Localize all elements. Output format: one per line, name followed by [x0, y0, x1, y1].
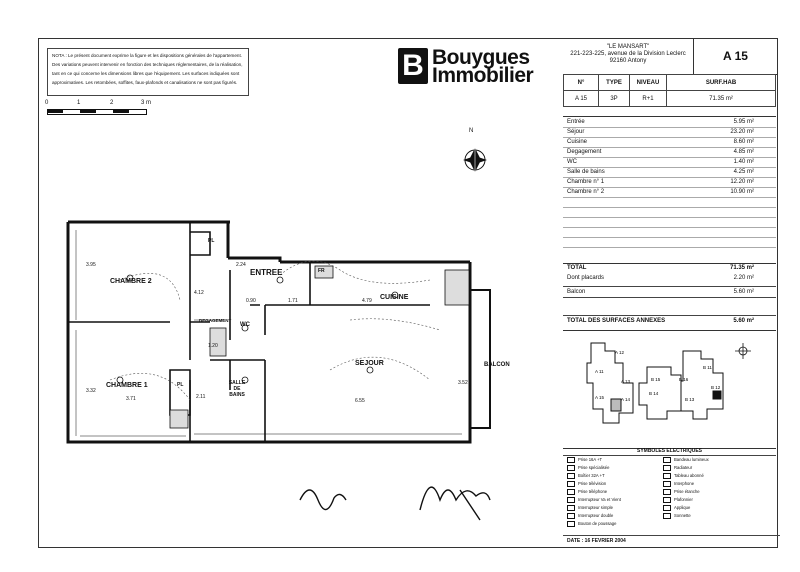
- signatures: [290, 470, 530, 530]
- legend-label: Plafonnier: [674, 497, 693, 503]
- room-area: 8.60 m²: [733, 139, 754, 145]
- legend-label: Interphone: [674, 481, 695, 487]
- dimension: 2.11: [196, 394, 206, 400]
- legend-title: SYMBOLES ELECTRIQUES: [563, 447, 776, 456]
- room-area: 10.90 m²: [730, 189, 754, 195]
- legend-label: Interrupteur simple: [578, 505, 613, 511]
- balcon-row: [563, 286, 776, 298]
- keyplan-label: B 12: [711, 385, 721, 390]
- room-name: Salle de bains: [567, 169, 605, 175]
- legend-label: Radiateur: [674, 465, 693, 471]
- balcon-label: Balcon: [567, 289, 586, 295]
- keyplan-label: B 11: [703, 365, 712, 370]
- legend-item: [567, 465, 609, 471]
- keyplan-label: B 13: [685, 397, 695, 402]
- dimension: 3.71: [126, 396, 136, 402]
- room-label-cuisine: CUISINE: [380, 294, 409, 301]
- key-plan-drawing: [563, 331, 776, 448]
- keyplan-label: B 15: [651, 377, 661, 382]
- total-label: TOTAL: [567, 265, 587, 271]
- legend-item: [663, 473, 704, 479]
- legend-label: Bouton de poussage: [578, 521, 617, 527]
- room-name: Degagement: [567, 149, 602, 155]
- room-areas-table: [563, 116, 776, 264]
- room-label-placard: PL: [177, 382, 184, 388]
- legend-label: Prise télévision: [578, 481, 607, 487]
- room-name: Chambre n° 2: [567, 189, 605, 195]
- header-level: NIVEAU: [630, 75, 667, 91]
- room-label-degagement: DEGAGEMENT: [199, 318, 232, 323]
- scale-tick-2: 2: [110, 100, 114, 106]
- header-surf: SURF.HAB: [667, 75, 776, 91]
- legend-item: [663, 513, 691, 519]
- disclaimer-note: NOTA : Le présent document exprime la figure et les dispositions générales de l'appartement. Des variations peuvent intervenir en fonction des techniques réglementaires, de la réalisation, tant en ce qui concerne les dimensions libres que l'équipement. Les surfaces indiquées sont approximatives. Les retombées, soffites, faux-plafonds et canalisations ne sont pas figurés.: [47, 48, 249, 96]
- room-label-chambre-1: CHAMBRE 1: [106, 382, 148, 389]
- keyplan-label: A 14: [621, 397, 631, 402]
- keyplan-label: A 13: [621, 379, 631, 384]
- legend-item: [567, 513, 613, 519]
- key-plan: [563, 330, 776, 449]
- dimension: 3.32: [86, 388, 96, 394]
- keyplan-label: A 11: [595, 369, 604, 374]
- placards-row: [563, 273, 776, 283]
- value-surf: 71.35 m²: [667, 91, 776, 107]
- annexes-value: 5.60 m²: [733, 318, 754, 324]
- legend-label: Tableau abonné: [674, 473, 704, 479]
- address-block: [563, 38, 693, 65]
- room-area: 1.40 m²: [733, 159, 754, 165]
- brand-name-line1: Bouygues: [432, 46, 530, 69]
- legend-label: Prise téléphone: [578, 489, 608, 495]
- room-area: 12.20 m²: [730, 179, 754, 185]
- room-label-balcon: BALCON: [484, 362, 510, 368]
- room-name: Séjour: [567, 129, 585, 135]
- north-label: N: [469, 128, 474, 134]
- annexes-label: TOTAL DES SURFACES ANNEXES: [567, 318, 666, 324]
- info-header-row: [564, 75, 776, 91]
- keyplan-label: A 15: [595, 395, 605, 400]
- info-table: [563, 74, 776, 107]
- header-num: N°: [564, 75, 599, 91]
- room-label-placard: PL: [208, 238, 215, 244]
- dimension: 6.55: [355, 398, 365, 404]
- lot-number: A 15: [693, 38, 777, 75]
- room-name: WC: [567, 159, 577, 165]
- scale-bar: [47, 100, 157, 114]
- legend-item: [663, 481, 694, 487]
- city: 92160 Antony: [609, 58, 647, 64]
- legend-item: [663, 465, 692, 471]
- legend-label: Prise 16A +T: [578, 457, 603, 463]
- dimension: 3.52: [458, 380, 468, 386]
- building-name: "LE MANSART": [606, 44, 650, 50]
- legend-item: [663, 497, 693, 503]
- room-label-wc: WC: [240, 322, 250, 328]
- keyplan-label: A 12: [615, 350, 625, 355]
- total-row: [563, 263, 776, 273]
- room-label-entree: ENTREE: [250, 268, 283, 277]
- legend-item: [567, 497, 621, 503]
- room-area: 23.20 m²: [730, 129, 754, 135]
- placards-label: Dont placards: [567, 275, 605, 281]
- room-label-chambre-2: CHAMBRE 2: [110, 278, 152, 285]
- dimension: 4.79: [362, 298, 372, 304]
- legend-item: [567, 489, 607, 495]
- annexes-row: [563, 315, 776, 326]
- dimension: 2.24: [236, 262, 246, 268]
- dimension: 1.71: [288, 298, 298, 304]
- document-date: DATE : 16 FEVRIER 2004: [563, 535, 780, 546]
- legend-item: [663, 505, 690, 511]
- legend-item: [567, 473, 605, 479]
- dimension: 3.95: [86, 262, 96, 268]
- legend-label: Interrupteur double: [578, 513, 614, 519]
- scale-tick-3: 3 m: [141, 100, 152, 106]
- keyplan-label: B 16: [679, 377, 689, 382]
- legend-item: [567, 481, 606, 487]
- room-label-sejour: SEJOUR: [355, 360, 384, 367]
- legend-label: Bandeau lumineux: [674, 457, 709, 463]
- electrical-legend: [563, 447, 776, 535]
- room-label-sdb: SALLE DE BAINS: [228, 380, 246, 398]
- dimension: 0.90: [246, 298, 256, 304]
- brand-logo-mark: B: [398, 48, 428, 84]
- balcon-value: 5.60 m²: [733, 289, 754, 295]
- brand-name-line2: Immobilier: [432, 64, 534, 87]
- room-name: Chambre n° 1: [567, 179, 605, 185]
- legend-label: Sonnette: [674, 513, 691, 519]
- legend-item: [567, 521, 616, 527]
- legend-label: Applique: [674, 505, 691, 511]
- total-value: 71.35 m²: [729, 265, 754, 271]
- room-name: Cuisine: [567, 139, 588, 145]
- room-label-fridge: FR: [318, 268, 325, 274]
- room-name: Entrée: [567, 119, 585, 125]
- info-value-row: [564, 91, 776, 107]
- legend-item: [567, 505, 613, 511]
- scale-tick-1: 1: [77, 100, 81, 106]
- value-type: 3P: [599, 91, 630, 107]
- dimension: 4.12: [194, 290, 204, 296]
- street-address: 221-223-225, avenue de la Division Leclerc: [570, 51, 686, 57]
- room-area: 5.95 m²: [733, 119, 754, 125]
- legend-item: [663, 489, 700, 495]
- room-area: 4.25 m²: [733, 169, 754, 175]
- legend-label: Prise étanche: [674, 489, 700, 495]
- north-arrow-icon: [455, 128, 495, 180]
- placards-value: 2.20 m²: [733, 275, 754, 281]
- keyplan-label: B 14: [649, 391, 659, 396]
- floor-plan: [50, 210, 520, 450]
- header-type: TYPE: [599, 75, 630, 91]
- legend-label: Interrupteur Va et Vient: [578, 497, 621, 503]
- scale-tick-0: 0: [45, 100, 49, 106]
- value-num: A 15: [564, 91, 599, 107]
- legend-label: Prise spécialisée: [578, 465, 610, 471]
- legend-item: [567, 457, 602, 463]
- value-level: R+1: [630, 91, 667, 107]
- legend-label: Boîtier 32A +T: [578, 473, 605, 479]
- empty-row: [563, 247, 776, 257]
- room-area: 4.85 m²: [733, 149, 754, 155]
- legend-item: [663, 457, 709, 463]
- dimension: 1.20: [208, 343, 218, 349]
